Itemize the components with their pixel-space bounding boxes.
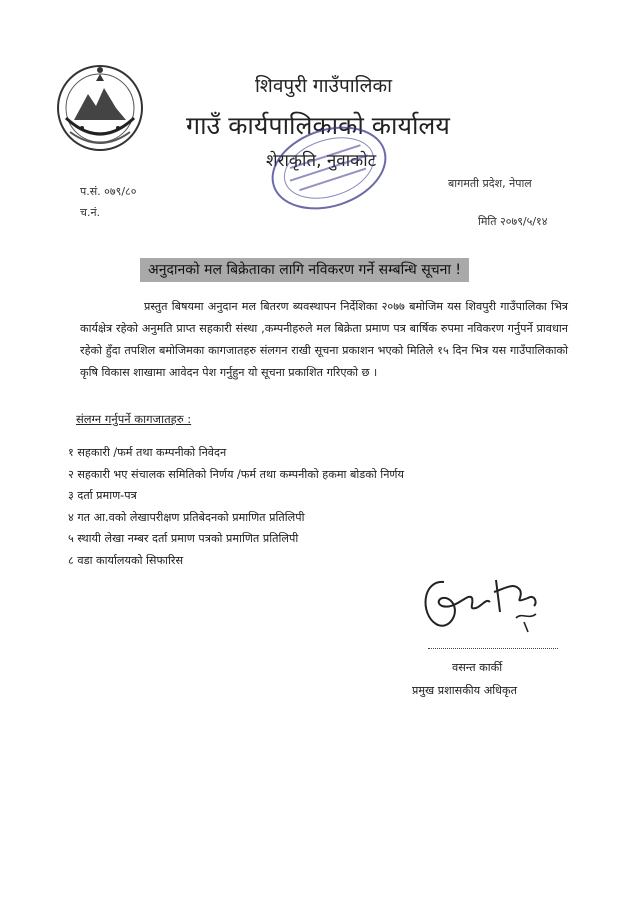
patra-sankhya: प.सं. ०७९/८० <box>80 185 137 198</box>
office-name: गाउँ कार्यपालिकाको कार्यालय <box>186 111 450 140</box>
office-location: शेराकृति, नुवाकोट <box>266 151 377 171</box>
list-item: १ सहकारी /फर्म तथा कम्पनीको निवेदन <box>68 446 227 459</box>
signature-line <box>428 648 558 649</box>
notice-subject: अनुदानको मल बिक्रेताका लागि नविकरण गर्ने सम्बन्धि सूचना ! <box>140 258 469 282</box>
nepal-emblem-icon <box>52 58 148 154</box>
attachments-list <box>68 442 404 571</box>
list-item: ५ स्थायी लेखा नम्बर दर्ता प्रमाण पत्रको प्रमाणित प्रतिलिपी <box>68 532 299 545</box>
list-item: २ सहकारी भए संचालक समितिको निर्णय /फर्म तथा कम्पनीको हकमा बोडको निर्णय <box>68 467 404 481</box>
attachments-heading: संलग्न गर्नुपर्ने कागजातहरु : <box>76 412 192 426</box>
list-item: ८ वडा कार्यालयको सिफारिस <box>68 553 184 567</box>
reference-block <box>80 184 136 226</box>
province-address: बागमती प्रदेश, नेपाल <box>448 177 532 190</box>
municipality-name: शिवपुरी गाउँपालिका <box>255 75 392 97</box>
issue-date: मिति २०७९/५/१४ <box>478 215 548 228</box>
chalani-number: च.नं. <box>80 206 101 219</box>
notice-body: प्रस्तुत बिषयमा अनुदान मल बितरण ब्यवस्थापन निर्देशिका २०७७ बमोजिम यस शिवपुरी गाउँपालिका भित्र कार्यक्षेत्र रहेको अनुमति प्राप्त सहकारी संस्था ,कम्पनीहरुले मल बिक्रेता प्रमाण पत्र बार्षिक रुपमा नविकरण गर्नुपर्ने प्रावधान रहेको हुँदा तपशिल बमोजिमका कागजातहरु संलगन राखी सूचना प्रकाशन भएको मितिले १५ दिन भित्र यस गाउँपालिकाको कृषि विकास शाखामा आवेदन पेश गर्नुहुन यो सूचना प्रकाशित गरिएको छ । <box>80 300 568 379</box>
list-item: ४ गत आ.वको लेखापरीक्षण प्रतिबेदनको प्रमाणित प्रतिलिपी <box>68 510 305 524</box>
list-item: ३ दर्ता प्रमाण-पत्र <box>68 489 137 502</box>
signatory-title: प्रमुख प्रशासकीय अधिकृत <box>412 684 518 697</box>
office-seal-icon <box>262 118 396 218</box>
handwritten-signature-icon <box>416 562 550 638</box>
signatory-name: वसन्त कार्की <box>452 661 503 674</box>
